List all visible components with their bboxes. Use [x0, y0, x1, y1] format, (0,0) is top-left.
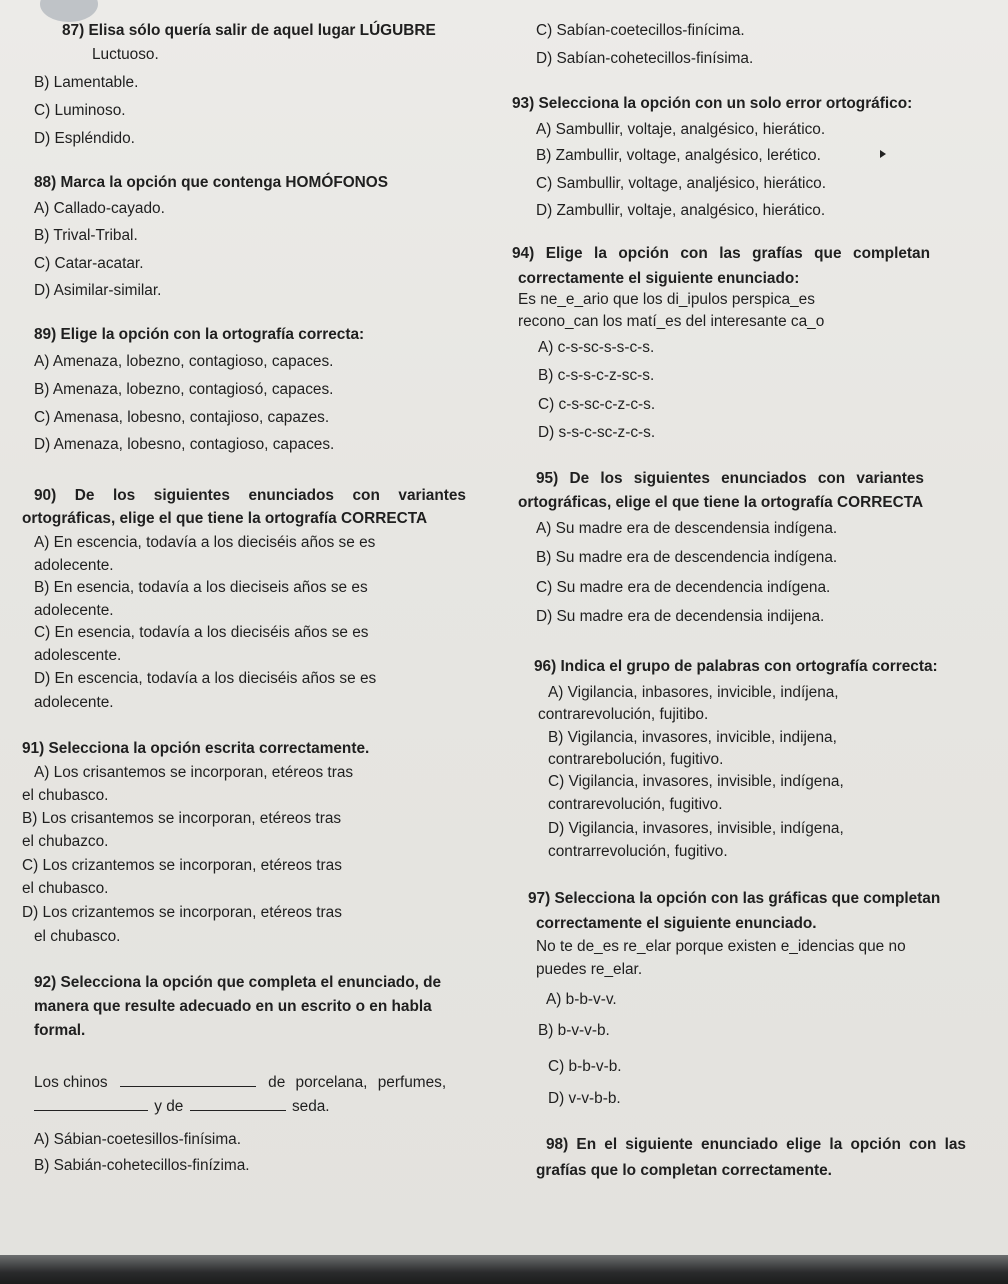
q91-option-b-line2: el chubazco.	[22, 833, 109, 850]
q90-option-b-line1: B) En esencia, todavía a los dieciseis años se es	[34, 579, 368, 596]
q96-option-b-line2: contrarebolución, fugitivo.	[548, 751, 724, 768]
q90-option-c-line2: adolescente.	[34, 647, 122, 664]
q97-option-d: D) v-v-b-b.	[548, 1090, 621, 1107]
q91-option-a-line1: A) Los crisantemos se incorporan, etéreos tras	[34, 764, 354, 781]
q97-option-c: C) b-b-v-b.	[548, 1058, 622, 1075]
q92-sentence-line2	[34, 1098, 330, 1116]
q92-option-a: A) Sábian-coetesillos-finísima.	[34, 1131, 241, 1148]
q87-option-a: Luctuoso.	[92, 46, 159, 63]
q90-option-d-line1: D) En escencia, todavía a los dieciséis años se es	[34, 670, 377, 687]
q96-option-a-line2: contrarevolución, fujitibo.	[538, 706, 709, 723]
q90-option-b-line2: adolecente.	[34, 602, 114, 619]
q96-option-c-line2: contrarevolución, fugitivo.	[548, 796, 723, 813]
q92-sentence-mid: de porcelana, perfumes,	[268, 1074, 447, 1091]
q91-option-a-line2: el chubasco.	[22, 787, 109, 804]
q94-stem-line1: 94) Elige la opción con las grafías que completan	[512, 245, 930, 262]
q87-stem-text: Elisa sólo quería salir de aquel lugar LÚGUBRE	[88, 22, 436, 39]
q95-option-b: B) Su madre era de descendencia indígena.	[536, 549, 838, 566]
q92-stem-line1: 92) Selecciona la opción que completa el enunciado, de	[34, 974, 442, 991]
q93-option-a: A) Sambullir, voltaje, analgésico, hierático.	[536, 121, 826, 138]
q97-option-a: A) b-b-v-v.	[546, 991, 617, 1008]
q87-number: 87)	[62, 22, 85, 39]
q92-option-b: B) Sabián-cohetecillos-finízima.	[34, 1157, 250, 1174]
q91-option-d-line2: el chubasco.	[34, 928, 121, 945]
q94-stem-line2: correctamente el siguiente enunciado:	[518, 270, 800, 287]
q96-option-d-line2: contrarrevolución, fugitivo.	[548, 843, 728, 860]
q98-stem-line1: 98) En el siguiente enunciado elige la opción con las	[546, 1136, 966, 1153]
q92-stem-line3: formal.	[34, 1022, 86, 1039]
q94-option-a: A) c-s-sc-s-s-c-s.	[538, 339, 655, 356]
q87-option-d: D) Espléndido.	[34, 130, 135, 147]
q93-option-d: D) Zambullir, voltaje, analgésico, hierático.	[536, 202, 826, 219]
q90-stem-line2: ortográficas, elige el que tiene la ortografía CORRECTA	[22, 510, 428, 527]
q93-option-b: B) Zambullir, voltage, analgésico, lerético.	[536, 147, 821, 164]
q95-option-d: D) Su madre era de decendensia indijena.	[536, 608, 825, 625]
q89-stem: 89) Elige la opción con la ortografía correcta:	[34, 326, 365, 343]
q95-stem-line2: ortográficas, elige el que tiene la ortografía CORRECTA	[518, 494, 924, 511]
q94-sentence-line2: recono_can los matí_es del interesante ca_o	[518, 313, 825, 330]
bottom-shadow-edge	[0, 1255, 1008, 1284]
q87-option-c: C) Luminoso.	[34, 102, 126, 119]
q91-option-c-line2: el chubasco.	[22, 880, 109, 897]
q96-option-b-line1: B) Vigilancia, invasores, invicible, indijena,	[548, 729, 837, 746]
q91-option-b-line1: B) Los crisantemos se incorporan, etéreos tras	[22, 810, 342, 827]
q93-stem: 93) Selecciona la opción con un solo error ortográfico:	[512, 95, 913, 112]
q97-option-b: B) b-v-v-b.	[538, 1022, 610, 1039]
q90-option-a-line1: A) En escencia, todavía a los dieciséis años se es	[34, 534, 376, 551]
q91-option-d-line1: D) Los crizantemos se incorporan, etéreos tras	[22, 904, 342, 921]
q96-option-c-line1: C) Vigilancia, invasores, invisible, indígena,	[548, 773, 844, 790]
q94-sentence-line1: Es ne_e_ario que los di_ipulos perspica_es	[518, 291, 815, 308]
q92-option-d: D) Sabían-cohetecillos-finísima.	[536, 50, 754, 67]
q97-stem-line2: correctamente el siguiente enunciado.	[536, 915, 817, 932]
q92-stem-line2: manera que resulte adecuado en un escrito o en habla	[34, 998, 432, 1015]
q87-stem	[62, 22, 436, 40]
q89-option-b: B) Amenaza, lobezno, contagiosó, capaces.	[34, 381, 334, 398]
q97-stem-line1: 97) Selecciona la opción con las gráficas que completan	[528, 890, 941, 907]
q92-sentence-start: Los chinos	[34, 1074, 108, 1091]
q90-option-a-line2: adolecente.	[34, 557, 114, 574]
q88-option-d: D) Asimilar-similar.	[34, 282, 162, 299]
q90-option-c-line1: C) En esencia, todavía a los dieciséis años se es	[34, 624, 369, 641]
q95-option-c: C) Su madre era de decendencia indígena.	[536, 579, 831, 596]
q96-option-a-line1: A) Vigilancia, inbasores, invicible, indíjena,	[548, 684, 839, 701]
q96-stem: 96) Indica el grupo de palabras con ortografía correcta:	[534, 658, 938, 675]
q92-blank-2[interactable]	[34, 1109, 148, 1111]
q95-option-a: A) Su madre era de descendensia indígena.	[536, 520, 838, 537]
q97-sentence-line1: No te de_es re_elar porque existen e_idencias que no	[536, 938, 906, 955]
q88-option-a: A) Callado-cayado.	[34, 200, 165, 217]
q90-stem-line1: 90) De los siguientes enunciados con variantes	[34, 487, 466, 504]
q92-sentence-line1	[34, 1074, 446, 1092]
q89-option-c: C) Amenasa, lobesno, contajioso, capazes.	[34, 409, 330, 426]
q91-option-c-line1: C) Los crizantemos se incorporan, etéreos tras	[22, 857, 342, 874]
q88-option-b: B) Trival-Tribal.	[34, 227, 138, 244]
q96-option-d-line1: D) Vigilancia, invasores, invisible, indígena,	[548, 820, 844, 837]
q87-option-b: B) Lamentable.	[34, 74, 139, 91]
q94-option-d: D) s-s-c-sc-z-c-s.	[538, 424, 656, 441]
q98-stem-line2: grafías que lo completan correctamente.	[536, 1162, 832, 1179]
q94-option-c: C) c-s-sc-c-z-c-s.	[538, 396, 656, 413]
q92-blank-3[interactable]	[190, 1109, 286, 1111]
q95-stem-line1: 95) De los siguientes enunciados con variantes	[536, 470, 924, 487]
q92-sentence-y-de: y de	[154, 1098, 184, 1115]
q92-blank-1[interactable]	[120, 1085, 256, 1087]
q91-stem: 91) Selecciona la opción escrita correctamente.	[22, 740, 370, 757]
q97-sentence-line2: puedes re_elar.	[536, 961, 643, 978]
pen-mark-icon	[880, 150, 886, 158]
q94-option-b: B) c-s-s-c-z-sc-s.	[538, 367, 655, 384]
q92-sentence-end: seda.	[291, 1098, 330, 1115]
q88-stem: 88) Marca la opción que contenga HOMÓFONOS	[34, 174, 389, 191]
q88-option-c: C) Catar-acatar.	[34, 255, 144, 272]
q89-option-a: A) Amenaza, lobezno, contagioso, capaces.	[34, 353, 334, 370]
q93-option-c: C) Sambullir, voltage, analjésico, hierático.	[536, 175, 826, 192]
q89-option-d: D) Amenaza, lobesno, contagioso, capaces.	[34, 436, 335, 453]
q92-option-c: C) Sabían-coetecillos-finícima.	[536, 22, 745, 39]
q90-option-d-line2: adolecente.	[34, 694, 114, 711]
